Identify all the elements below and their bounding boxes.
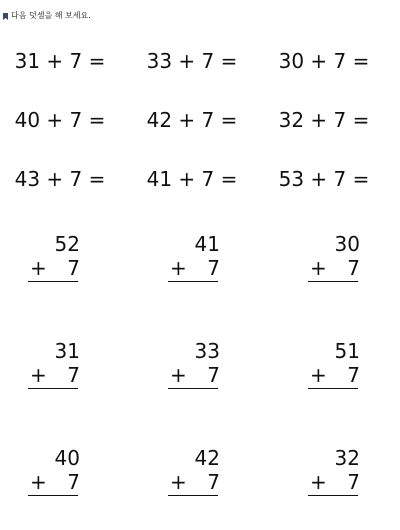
horizontal-problem: 31 + 7 = [14, 49, 106, 73]
vertical-problem [28, 446, 88, 502]
horizontal-problem: 41 + 7 = [146, 167, 238, 191]
horizontal-problem: 32 + 7 = [278, 108, 370, 132]
answer-line [308, 495, 358, 496]
horizontal-row [0, 46, 400, 76]
answer-line [168, 281, 218, 282]
vertical-problem [168, 446, 228, 502]
vertical-top-number: 52 [54, 232, 80, 256]
vertical-problem [168, 339, 228, 395]
answer-line [308, 388, 358, 389]
vertical-top-number: 40 [54, 446, 80, 470]
instruction [3, 11, 91, 21]
answer-line [28, 495, 78, 496]
instruction-text: 다음 덧셈을 해 보세요. [11, 11, 91, 20]
vertical-problem [308, 232, 368, 288]
answer-line [28, 281, 78, 282]
vertical-bottom-number: 7 [207, 470, 220, 494]
answer-line [168, 495, 218, 496]
plus-sign: + [310, 470, 327, 494]
horizontal-problem: 42 + 7 = [146, 108, 238, 132]
plus-sign: + [310, 363, 327, 387]
horizontal-problem: 40 + 7 = [14, 108, 106, 132]
vertical-problem [308, 446, 368, 502]
plus-sign: + [170, 256, 187, 280]
bookmark-icon [3, 13, 8, 20]
vertical-bottom-number: 7 [207, 363, 220, 387]
horizontal-problem: 43 + 7 = [14, 167, 106, 191]
horizontal-problem: 33 + 7 = [146, 49, 238, 73]
vertical-row [0, 339, 400, 399]
vertical-bottom-number: 7 [67, 363, 80, 387]
answer-line [168, 388, 218, 389]
vertical-top-number: 30 [334, 232, 360, 256]
vertical-bottom-number: 7 [347, 470, 360, 494]
vertical-bottom-number: 7 [67, 470, 80, 494]
vertical-bottom-number: 7 [347, 256, 360, 280]
vertical-row [0, 446, 400, 506]
vertical-bottom-number: 7 [67, 256, 80, 280]
vertical-top-number: 51 [334, 339, 360, 363]
horizontal-problem: 30 + 7 = [278, 49, 370, 73]
vertical-top-number: 33 [194, 339, 220, 363]
plus-sign: + [30, 256, 47, 280]
plus-sign: + [170, 470, 187, 494]
vertical-top-number: 41 [194, 232, 220, 256]
vertical-top-number: 31 [54, 339, 80, 363]
plus-sign: + [30, 470, 47, 494]
plus-sign: + [30, 363, 47, 387]
plus-sign: + [170, 363, 187, 387]
vertical-row [0, 232, 400, 292]
vertical-problem [28, 232, 88, 288]
horizontal-problem: 53 + 7 = [278, 167, 370, 191]
vertical-problem [168, 232, 228, 288]
answer-line [308, 281, 358, 282]
plus-sign: + [310, 256, 327, 280]
vertical-bottom-number: 7 [347, 363, 360, 387]
vertical-top-number: 42 [194, 446, 220, 470]
vertical-top-number: 32 [334, 446, 360, 470]
vertical-problem [28, 339, 88, 395]
horizontal-row [0, 164, 400, 194]
vertical-problem [308, 339, 368, 395]
vertical-bottom-number: 7 [207, 256, 220, 280]
horizontal-row [0, 105, 400, 135]
answer-line [28, 388, 78, 389]
